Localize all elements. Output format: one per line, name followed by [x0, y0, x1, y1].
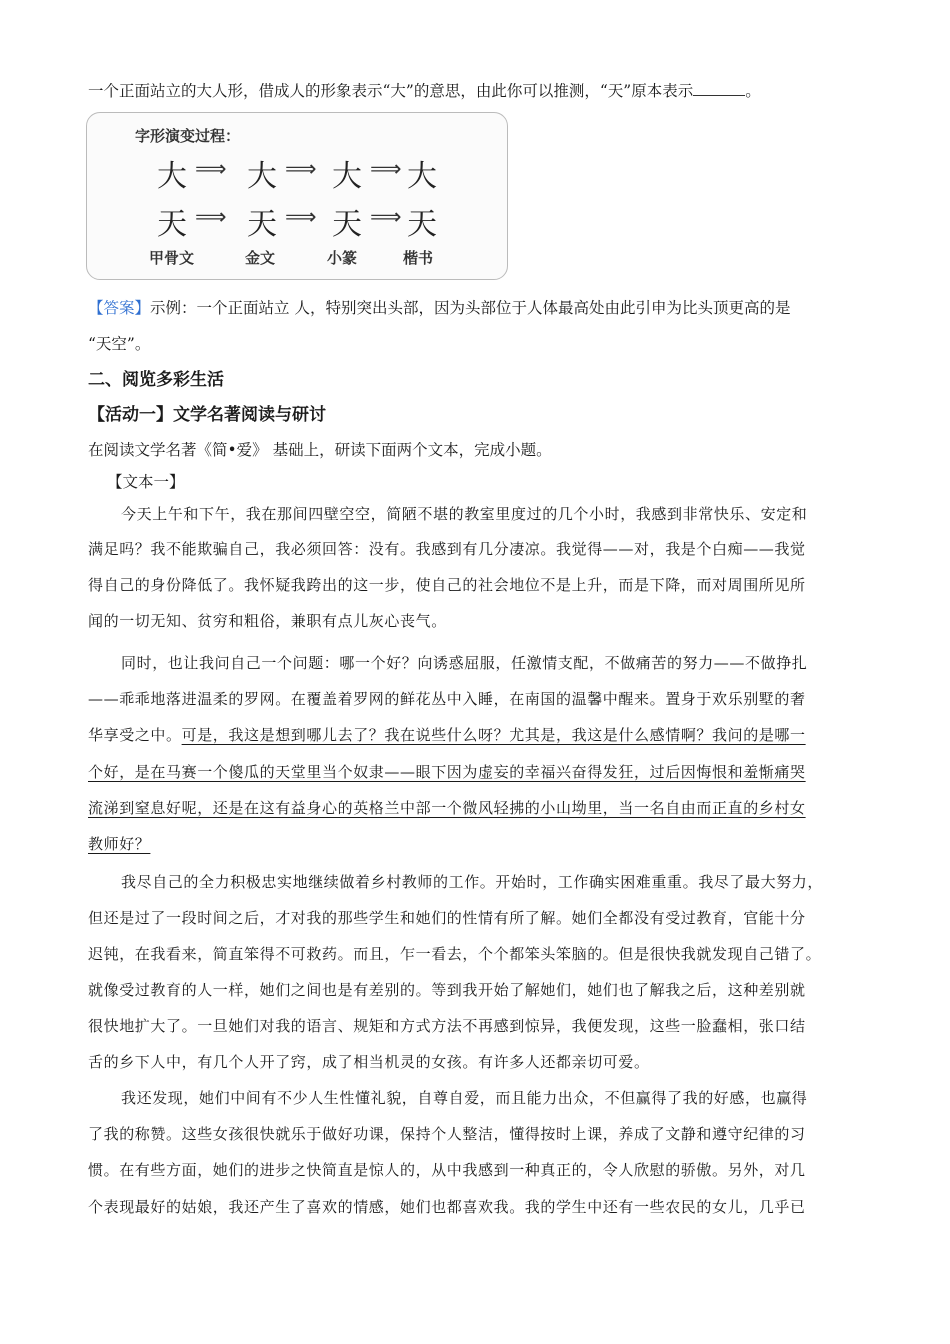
glyph-tian-bronze: 天 — [247, 207, 277, 242]
activity-heading: 【活动一】文学名著阅读与研讨 — [88, 405, 326, 425]
glyph-evolution-figure — [86, 112, 508, 280]
glyph-tian-oracle: 天 — [157, 207, 187, 242]
answer-tag: 【答案】 — [88, 299, 151, 317]
passage-line: 闻的一切无知、贫穷和粗俗，兼职有点儿灰心丧气。 — [88, 612, 447, 630]
underlined-passage-line: 教师好？ — [88, 835, 151, 853]
passage-line: ——乖乖地落进温柔的罗网。在覆盖着罗网的鲜花丛中入睡，在南国的温馨中醒来。置身于欢乐别墅的奢 — [88, 690, 806, 708]
glyph-da-regular: 大 — [407, 159, 437, 194]
passage-line: 今天上午和下午，我在那间四壁空空，简陋不堪的教室里度过的几个小时，我感到非常快乐、安定和 — [121, 505, 808, 523]
passage-line: 满足吗？我不能欺骗自己，我必须回答：没有。我感到有几分凄凉。我觉得——对，我是个白痴——我觉 — [88, 540, 806, 558]
intro-end: 。 — [745, 82, 761, 100]
underlined-text: 可是，我这是想到哪儿去了？我在说些什么呀？尤其是，我这是什么感情啊？我问的是哪一 — [181, 726, 806, 744]
label-oracle-bone: 甲骨文 — [149, 249, 195, 267]
text-one-label: 【文本一】 — [107, 473, 185, 491]
passage-line: 舌的乡下人中，有几个人开了窍，成了相当机灵的女孩。有许多人还都亲切可爱。 — [88, 1053, 650, 1071]
answer-line-1 — [88, 297, 868, 319]
glyph-da-oracle: 大 — [157, 159, 187, 194]
label-small-seal: 小篆 — [327, 249, 358, 267]
arrow-icon: ⟹ — [285, 157, 317, 182]
answer-line-2: “天空”。 — [88, 335, 151, 353]
passage-line: 惯。在有些方面，她们的进步之快简直是惊人的，从中我感到一种真正的，令人欣慰的骄傲。另外，对几 — [88, 1161, 806, 1179]
label-bronze: 金文 — [245, 249, 276, 267]
glyph-tian-regular: 天 — [407, 207, 437, 242]
passage-line: 迟钝，在我看来，简直笨得不可救药。而且，乍一看去，个个都笨头笨脑的。但是很快我就发现自己错了。 — [88, 945, 822, 963]
passage-line: 同时，也让我问自己一个问题：哪一个好？向诱惑屈服，任激情支配，不做痛苦的努力——不做挣扎 — [121, 654, 808, 672]
passage-line: 很快地扩大了。一旦她们对我的语言、规矩和方式方法不再感到惊异，我便发现，这些一脸蠢相，张口结 — [88, 1017, 806, 1035]
arrow-icon: ⟹ — [370, 205, 402, 230]
passage-line: 但还是过了一段时间之后，才对我的那些学生和她们的性情有所了解。她们全都没有受过教育，官能十分 — [88, 909, 806, 927]
arrow-icon: ⟹ — [370, 157, 402, 182]
underlined-passage-line: 流涕到窒息好呢，还是在这有益身心的英格兰中部一个微风轻拂的小山坳里，当一名自由而正直的乡村女 — [88, 799, 806, 817]
section-heading: 二、阅览多彩生活 — [88, 370, 224, 390]
arrow-icon: ⟹ — [195, 205, 227, 230]
underlined-passage-line: 个好，是在马赛一个傻瓜的天堂里当个奴隶——眼下因为虚妄的幸福兴奋得发狂，过后因悔恨和羞惭痛哭 — [88, 763, 806, 781]
passage-line: 我尽自己的全力积极忠实地继续做着乡村教师的工作。开始时，工作确实困难重重。我尽了最大努力， — [121, 873, 824, 891]
passage-text: 华享受之中。 — [88, 726, 182, 744]
passage-line: 我还发现，她们中间有不少人生性懂礼貌，自尊自爱，而且能力出众，不但赢得了我的好感，也赢得 — [121, 1089, 808, 1107]
figure-title: 字形演变过程： — [135, 127, 241, 145]
answer-blank — [693, 81, 745, 96]
passage-line — [88, 724, 868, 746]
passage-line: 就像受过教育的人一样，她们之间也是有差别的。等到我开始了解她们，她们也了解我之后，这种差别就 — [88, 981, 806, 999]
arrow-icon: ⟹ — [195, 157, 227, 182]
passage-line: 了我的称赞。这些女孩很快就乐于做好功课，保持个人整洁，懂得按时上课，养成了文静和遵守纪律的习 — [88, 1125, 806, 1143]
answer-text-1: 示例：一个正面站立 人，特别突出头部，因为头部位于人体最高处由此引申为比头顶更高的是 — [150, 299, 791, 317]
passage-line: 个表现最好的姑娘，我还产生了喜欢的情感，她们也都喜欢我。我的学生中还有一些农民的女儿，几乎已 — [88, 1198, 806, 1216]
intro-text: 一个正面站立的大人形，借成人的形象表示“大”的意思，由此你可以推测，“天”原本表示 — [88, 82, 694, 100]
glyph-tian-seal: 天 — [332, 207, 362, 242]
arrow-icon: ⟹ — [285, 205, 317, 230]
intro-line — [88, 80, 868, 102]
passage-line: 得自己的身份降低了。我怀疑我跨出的这一步，使自己的社会地位不是上升，而是下降，而对周围所见所 — [88, 576, 806, 594]
activity-intro: 在阅读文学名著《简•爱》 基础上，研读下面两个文本，完成小题。 — [88, 441, 552, 459]
glyph-da-bronze: 大 — [247, 159, 277, 194]
label-regular-script: 楷书 — [403, 249, 434, 267]
glyph-da-seal: 大 — [332, 159, 362, 194]
